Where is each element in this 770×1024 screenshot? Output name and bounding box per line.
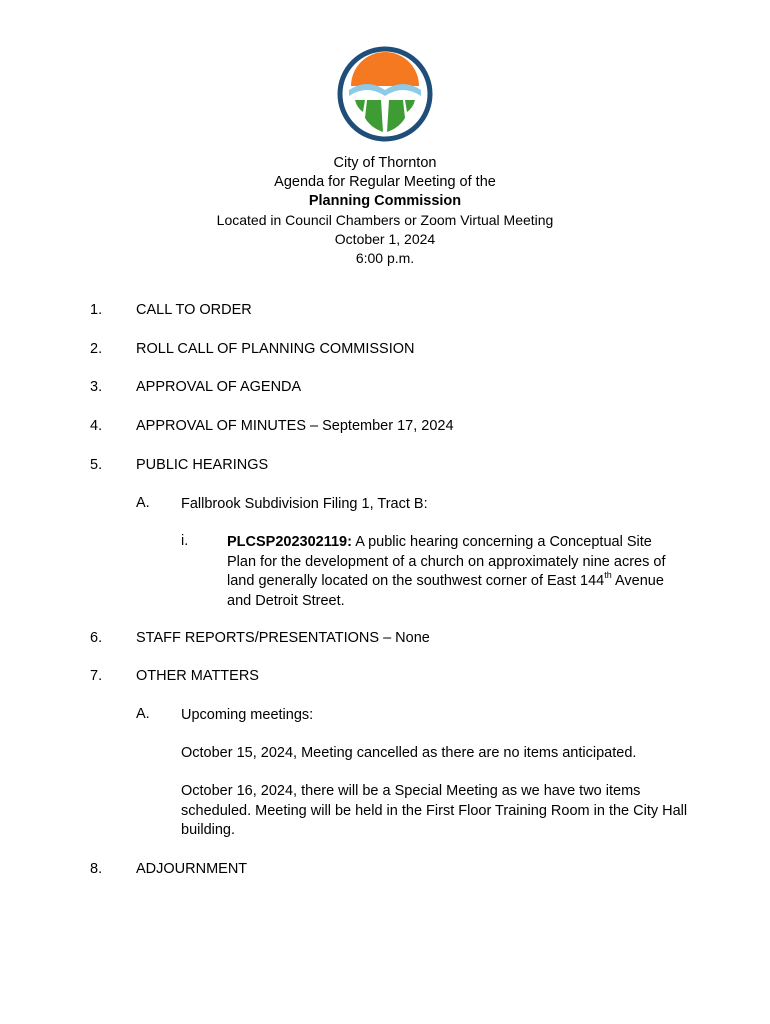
item-number: 5. (90, 457, 103, 473)
item-number: 2. (90, 341, 103, 357)
item-label: APPROVAL OF MINUTES – September 17, 2024 (136, 418, 454, 434)
item-number: 4. (90, 418, 103, 434)
hearing-roman: i. (181, 533, 189, 549)
item-label: ROLL CALL OF PLANNING COMMISSION (136, 341, 415, 357)
superscript-th: th (604, 570, 612, 581)
item-label: ADJOURNMENT (136, 861, 248, 877)
upcoming-paragraph-1: October 15, 2024, Meeting cancelled as there are no items anticipated. (181, 745, 637, 761)
agenda-header (0, 154, 770, 268)
item-number: 7. (90, 668, 103, 684)
item-label: CALL TO ORDER (136, 302, 252, 318)
item-number: 8. (90, 861, 103, 877)
other-title: Upcoming meetings: (181, 707, 314, 723)
item-number: 6. (90, 630, 103, 646)
description-part-2: Avenue and Detroit Street. (227, 573, 664, 609)
case-id: PLCSP202302119: (227, 534, 352, 550)
other-letter: A. (136, 706, 150, 722)
city-logo (337, 46, 433, 142)
item-label: APPROVAL OF AGENDA (136, 379, 302, 395)
item-label: PUBLIC HEARINGS (136, 457, 269, 473)
meeting-time: 6:00 p.m. (355, 250, 415, 266)
hearing-letter: A. (136, 495, 150, 511)
body-name: Planning Commission (308, 193, 462, 209)
item-label: OTHER MATTERS (136, 668, 259, 684)
upcoming-paragraph-2: October 16, 2024, there will be a Special Meeting as we have two items scheduled. Meeting will be held in the First Floor Training Room in the City Hall building. (181, 783, 688, 838)
hearing-description (227, 533, 677, 611)
agenda-title: Agenda for Regular Meeting of the (274, 174, 496, 190)
item-number: 1. (90, 302, 103, 318)
hearing-title: Fallbrook Subdivision Filing 1, Tract B: (181, 496, 428, 512)
item-number: 3. (90, 379, 103, 395)
meeting-location: Located in Council Chambers or Zoom Virtual Meeting (216, 212, 554, 228)
item-label: STAFF REPORTS/PRESENTATIONS – None (136, 630, 430, 646)
org-name: City of Thornton (333, 155, 437, 171)
description-part-1: A public hearing concerning a Conceptual Site Plan for the development of a church on approximately nine acres of land generally located on the southwest corner of East 144 (227, 534, 666, 589)
meeting-date: October 1, 2024 (334, 231, 436, 247)
